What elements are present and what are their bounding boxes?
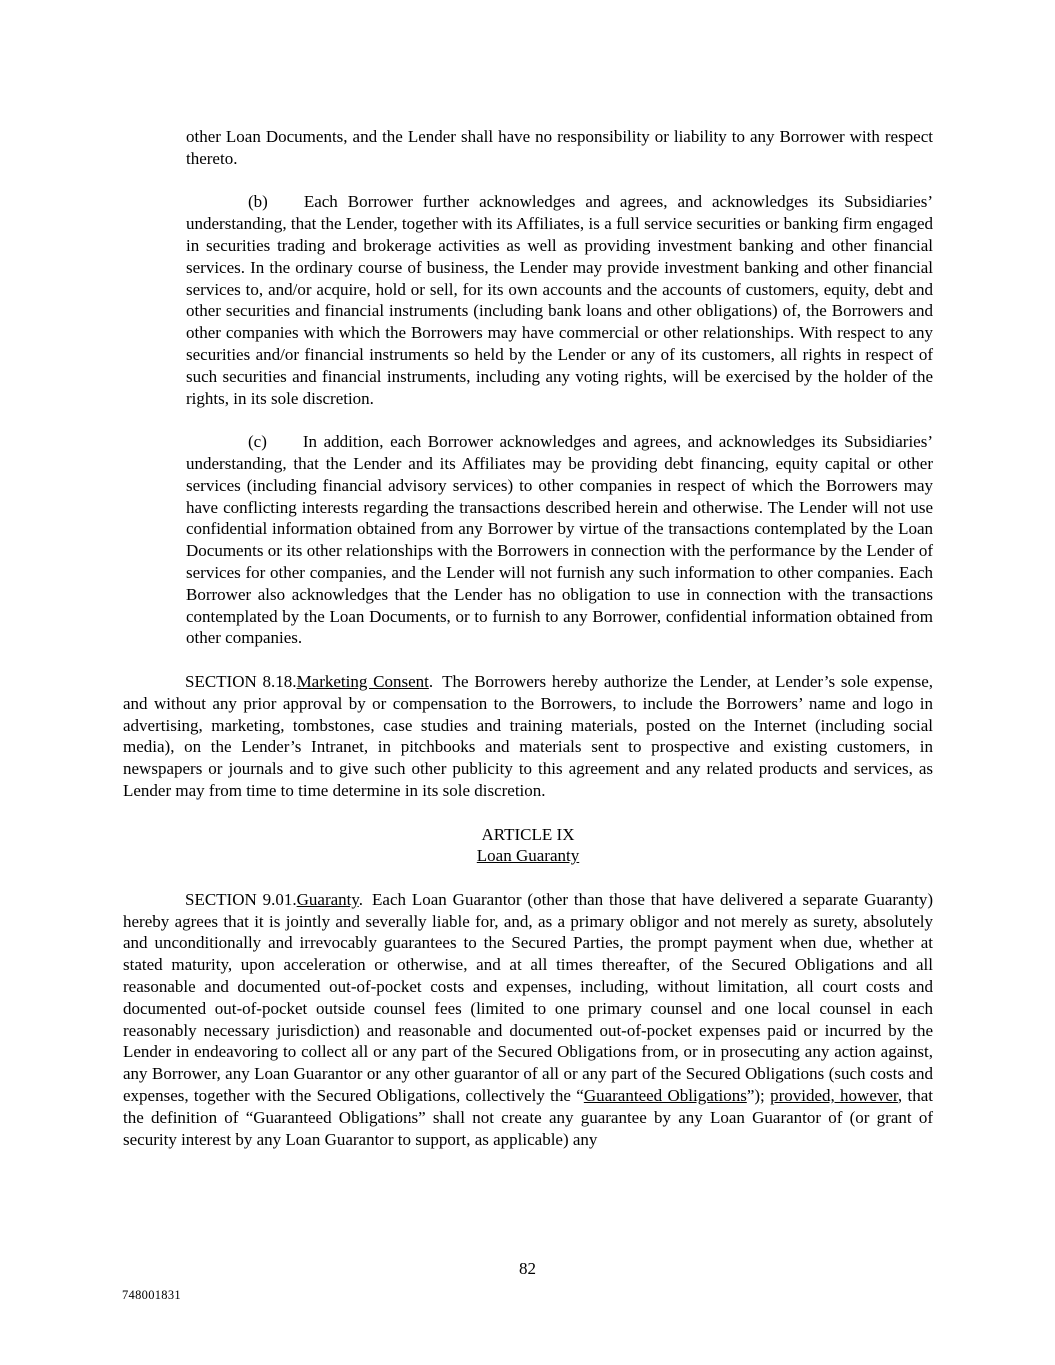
article-ix-heading-block — [123, 824, 933, 868]
section-8-18-title: Marketing Consent — [296, 671, 429, 691]
section-9-01-paragraph — [123, 889, 933, 1151]
section-9-01-number: SECTION 9.01. — [185, 889, 297, 909]
paragraph-b — [186, 191, 933, 409]
section-8-18-text: The Borrowers hereby authorize the Lender, at Lender’s sole expense, and without any prior approval by or compensation to the Borrowers, to include the Borrowers’ name and logo in advertising, marketing, tombstones, case studies and training materials, posted on the Internet (including social media), on the Lender’s Intranet, in pitchbooks and materials sent to prospective and existing customers, in newspapers or journals and to give such other publicity to this agreement and any related products and services, as Lender may from time to time determine in its sole discretion. — [123, 671, 933, 800]
section-9-01-text-3: , that the definition of “Guaranteed Obligations” shall not create any guarantee by any Loan Guarantor of (or grant of security interest by any Loan Guarantor to support, as applicable) any — [123, 1086, 933, 1149]
paragraph-c-label: (c) — [248, 432, 267, 452]
proviso-provided-however: provided, however — [770, 1086, 898, 1106]
section-9-01-title: Guaranty — [296, 889, 359, 909]
section-9-01-text-2: ”); — [746, 1086, 771, 1106]
document-control-number: 748001831 — [122, 1288, 181, 1302]
article-ix-heading: ARTICLE IX — [481, 824, 575, 844]
article-ix-subheading-text: Loan Guaranty — [476, 846, 580, 866]
paragraph-continuation: other Loan Documents, and the Lender shall have no responsibility or liability to any Borrower with respect thereto. — [186, 127, 933, 168]
page-content — [123, 126, 933, 1150]
paragraph-c-text: In addition, each Borrower acknowledges and agrees, and acknowledges its Subsidiaries’ understanding, that the Lender and its Affiliates may be providing debt financing, equity capital or other services (including financial advisory services) to other companies in respect of which the Borrowers may have conflicting interests regarding the transactions described herein and otherwise. The Lender will not use confidential information obtained from any Borrower by virtue of the transactions contemplated by the Loan Documents or its other relationships with the Borrowers in connection with the performance by the Lender of services for other companies, and the Lender will not furnish any such information to other companies. Each Borrower also acknowledges that the Lender has no obligation to use in connection with the transactions contemplated by the Loan Documents, or to furnish to any Borrower, confidential information obtained from other companies. — [186, 432, 933, 648]
paragraph-b-text: Each Borrower further acknowledges and agrees, and acknowledges its Subsidiaries’ understanding, that the Lender, together with its Affiliates, is a full service securities or banking firm engaged in securities trading and brokerage activities as well as providing investment banking and other financial services. In the ordinary course of business, the Lender may provide investment banking and other financial services to, and/or acquire, hold or sell, for its own accounts and the accounts of customers, equity, debt and other securities and financial instruments (including bank loans and other obligations) of, the Borrowers and other companies with which the Borrowers may have commercial or other relationships. With respect to any securities and/or financial instruments so held by the Lender or any of its customers, all rights in respect of such securities and financial instruments, including any voting rights, will be exercised by the holder of the rights, in its sole discretion. — [186, 192, 933, 408]
paragraph-c — [186, 431, 933, 649]
defined-term-guaranteed-obligations: Guaranteed Obligations — [583, 1086, 747, 1106]
article-ix-subheading — [123, 845, 933, 867]
section-8-18-number: SECTION 8.18. — [185, 671, 297, 691]
section-9-01-text-1: Each Loan Guarantor (other than those that have delivered a separate Guaranty) hereby agrees that it is jointly and severally liable for, and, as a primary obligor and not merely as surety, absolutely and unconditionally and irrevocably guarantees to the Secured Parties, the prompt payment when due, whether at stated maturity, upon acceleration or otherwise, and at all times thereafter, of the Secured Obligations and all reasonable and documented out-of-pocket costs and expenses, including, without limitation, all court costs and documented out-of-pocket outside counsel fees (limited to one primary counsel and one local counsel in each reasonably necessary jurisdiction) and reasonable and documented out-of-pocket expenses paid or incurred by the Lender in endeavoring to collect all or any part of the Secured Obligations from, or in prosecuting any action against, any Borrower, any Loan Guarantor or any other guarantor of all or any part of the Secured Obligations (such costs and expenses, together with the Secured Obligations, collectively the “ — [123, 889, 933, 1106]
paragraph-b-label: (b) — [248, 192, 268, 212]
section-8-18-paragraph — [123, 671, 933, 802]
page-number: 82 — [519, 1259, 536, 1278]
section-8-18-period: . — [428, 671, 434, 691]
section-9-01-period: . — [358, 889, 364, 909]
